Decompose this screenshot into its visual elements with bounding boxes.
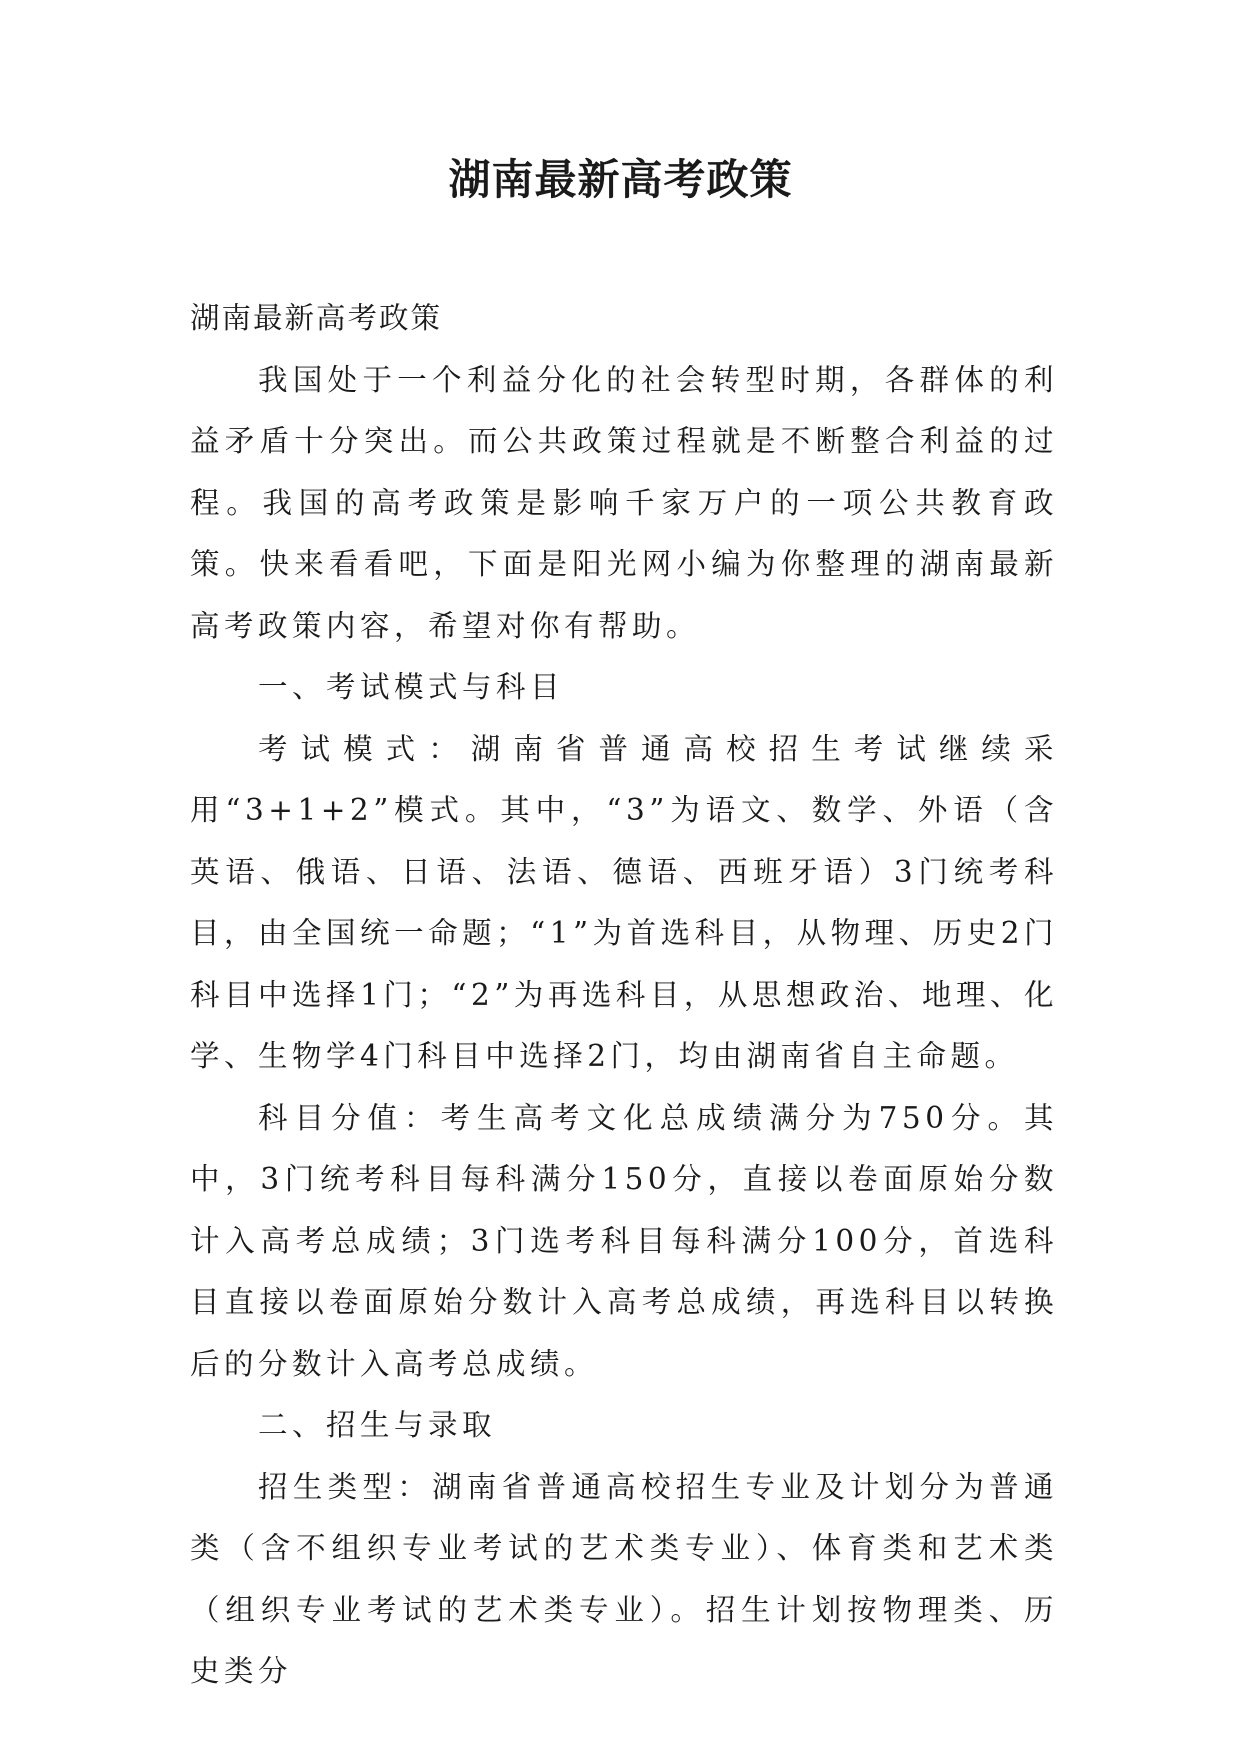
paragraph-admission-types: 招生类型：湖南省普通高校招生专业及计划分为普通类（含不组织专业考试的艺术类专业）、体育类和艺术类（组织专业考试的艺术类专业）。招生计划按物理类、历史类分 [190, 1469, 1058, 1688]
section-heading-exam-mode: 一、考试模式与科目 [258, 670, 565, 704]
paragraph-subject-scores: 科目分值：考生高考文化总成绩满分为750分。其中，3门统考科目每科满分150分，直接以卷面原始分数计入高考总成绩；3门选考科目每科满分100分，首选科目直接以卷面原始分数计入高考总成绩，再选科目以转换后的分数计入高考总成绩。 [190, 1100, 1058, 1381]
paragraph-subtitle: 湖南最新高考政策 [190, 301, 443, 335]
document-body [190, 288, 1058, 1703]
paragraph-intro: 我国处于一个利益分化的社会转型时期，各群体的利益矛盾十分突出。而公共政策过程就是不断整合利益的过程。我国的高考政策是影响千家万户的一项公共教育政策。快来看看吧，下面是阳光网小编为你整理的湖南最新高考政策内容，希望对你有帮助。 [190, 362, 1058, 643]
page-title: 湖南最新高考政策 [448, 155, 793, 204]
section-heading-admission: 二、招生与录取 [258, 1408, 497, 1442]
paragraph-exam-mode: 考试模式：湖南省普通高校招生考试继续采用“3+1+2”模式。其中，“3”为语文、数学、外语（含英语、俄语、日语、法语、德语、西班牙语）3门统考科目，由全国统一命题；“1”为首选科目，从物理、历史2门科目中选择1门；“2”为再选科目，从思想政治、地理、化学、生物学4门科目中选择2门，均由湖南省自主命题。 [190, 731, 1058, 1073]
